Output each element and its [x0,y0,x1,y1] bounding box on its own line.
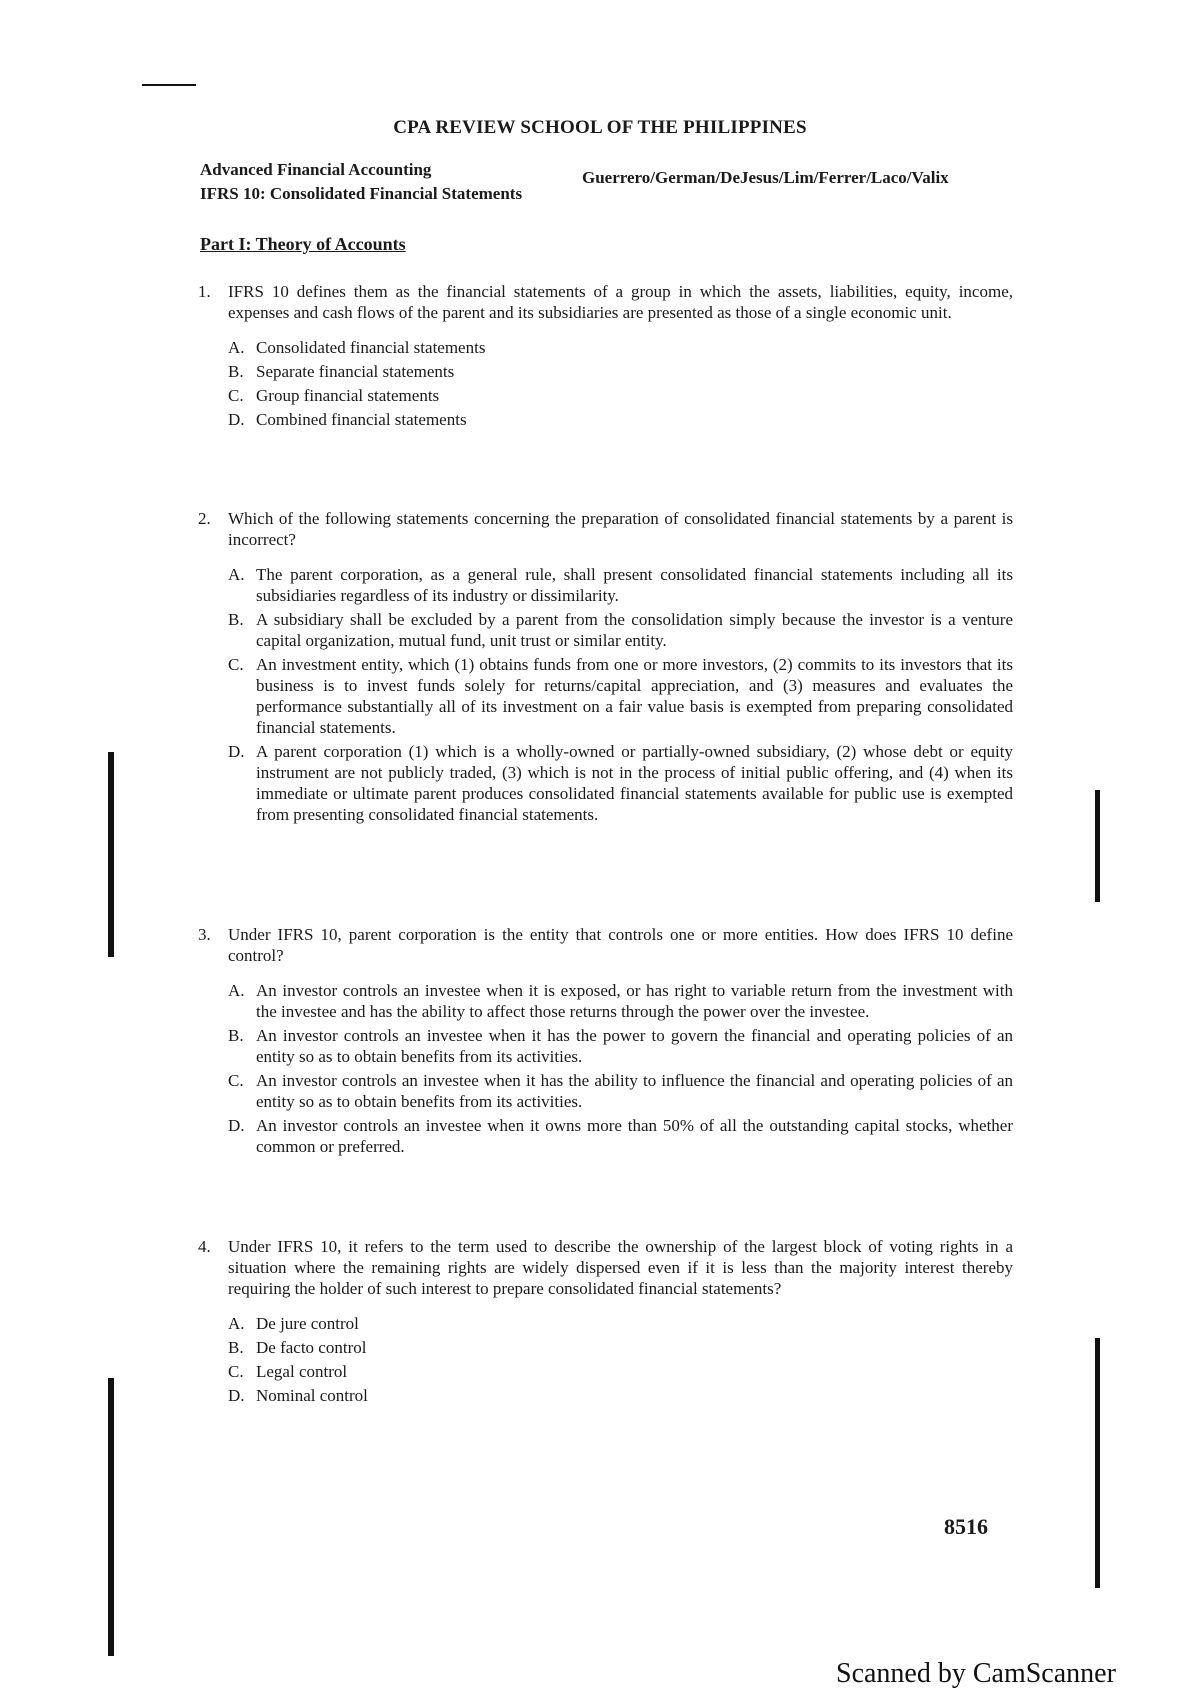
choice-letter: D. [228,1386,245,1405]
choice-text: A parent corporation (1) which is a wholly-owned or partially-owned subsidiary, (2) whose debt or equity instrument are not publicly traded, (3) which is not in the process of initial public offering, and (4) when its immediate or ultimate parent produces consolidated financial statements available for public use is exempted from presenting consolidated financial statements. [256,742,1013,824]
choice-a [228,337,1013,358]
choice-c [228,385,1013,406]
choice-b [228,1337,1013,1358]
choice-letter: A. [228,338,245,357]
choice-d [228,1115,1013,1157]
authors: Guerrero/German/DeJesus/Lim/Ferrer/Laco/Valix [582,168,949,187]
choice-text: De jure control [256,1314,359,1333]
choice-list [228,1313,1013,1406]
school-title: CPA REVIEW SCHOOL OF THE PHILIPPINES [393,117,807,138]
question-text: Under IFRS 10, parent corporation is the entity that controls one or more entities. How does IFRS 10 define control? [228,925,1013,965]
scan-artifact-left-edge [108,1378,114,1656]
choice-a [228,1313,1013,1334]
question-text: Under IFRS 10, it refers to the term used to describe the ownership of the largest block of voting rights in a situation where the remaining rights are widely dispersed even if it is less than the majority interest thereby requiring the holder of such interest to prepare consolidated financial statements? [228,1237,1013,1298]
choice-text: An investor controls an investee when it owns more than 50% of all the outstanding capital stocks, whether common or preferred. [256,1116,1013,1156]
choice-letter: A. [228,1314,245,1333]
part-heading: Part I: Theory of Accounts [200,234,406,254]
choice-text: A subsidiary shall be excluded by a parent from the consolidation simply because the investor is a venture capital organization, mutual fund, unit trust or similar entity. [256,610,1013,650]
choice-text: Combined financial statements [256,410,467,429]
question-1 [198,281,1013,433]
choice-list [228,337,1013,430]
question-number: 3. [198,925,211,944]
scan-artifact-dash [142,84,196,86]
scan-artifact-right-edge [1095,1338,1100,1588]
choice-d [228,409,1013,430]
choice-letter: B. [228,1338,244,1357]
choice-c [228,654,1013,738]
choice-text: An investor controls an investee when it is exposed, or has right to variable return from the investment with the investee and has the ability to affect those returns through the power over the investee. [256,981,1013,1021]
choice-c [228,1070,1013,1112]
question-text: Which of the following statements concerning the preparation of consolidated financial statements by a parent is incorrect? [228,509,1013,549]
choice-list [228,564,1013,825]
choice-b [228,1025,1013,1067]
question-text: IFRS 10 defines them as the financial statements of a group in which the assets, liabilities, equity, income, expenses and cash flows of the parent and its subsidiaries are presented as those of a single economic unit. [228,282,1013,322]
course-name: Advanced Financial Accounting [200,160,432,179]
choice-text: Consolidated financial statements [256,338,486,357]
camscanner-watermark: Scanned by CamScanner [836,1658,1116,1689]
choice-letter: B. [228,610,244,629]
choice-letter: C. [228,386,244,405]
choice-text: An investor controls an investee when it has the power to govern the financial and operating policies of an entity so as to obtain benefits from its activities. [256,1026,1013,1066]
choice-letter: B. [228,1026,244,1045]
scan-artifact-left-edge [108,752,114,957]
topic-name: IFRS 10: Consolidated Financial Statements [200,184,523,203]
choice-letter: C. [228,1071,244,1090]
choice-text: Separate financial statements [256,362,455,381]
choice-b [228,609,1013,651]
choice-letter: B. [228,362,244,381]
choice-letter: D. [228,742,245,761]
choice-a [228,564,1013,606]
choice-letter: D. [228,1116,245,1135]
choice-text: An investment entity, which (1) obtains funds from one or more investors, (2) commits to its investors that its business is to invest funds solely for returns/capital appreciation, and (3) measures and evaluates the performance substantially all of its investment on a fair value basis is exempted from preparing consolidated financial statements. [256,655,1013,737]
question-number: 4. [198,1237,211,1256]
choice-letter: A. [228,981,245,1000]
choice-d [228,741,1013,825]
choice-letter: C. [228,655,244,674]
choice-text: An investor controls an investee when it has the ability to influence the financial and operating policies of an entity so as to obtain benefits from its activities. [256,1071,1013,1111]
choice-text: Group financial statements [256,386,440,405]
choice-text: The parent corporation, as a general rule, shall present consolidated financial statements including all its subsidiaries regardless of its industry or dissimilarity. [256,565,1013,605]
choice-text: Legal control [256,1362,348,1381]
choice-a [228,980,1013,1022]
choice-letter: A. [228,565,245,584]
question-number: 1. [198,282,211,301]
choice-text: Nominal control [256,1386,368,1405]
choice-letter: C. [228,1362,244,1381]
scan-artifact-right-edge [1095,790,1100,902]
choice-b [228,361,1013,382]
question-number: 2. [198,509,211,528]
question-3 [198,924,1013,1160]
choice-c [228,1361,1013,1382]
question-2 [198,508,1013,828]
choice-list [228,980,1013,1157]
page-number: 8516 [944,1514,988,1539]
choice-text: De facto control [256,1338,367,1357]
choice-d [228,1385,1013,1406]
choice-letter: D. [228,410,245,429]
question-4 [198,1236,1013,1409]
